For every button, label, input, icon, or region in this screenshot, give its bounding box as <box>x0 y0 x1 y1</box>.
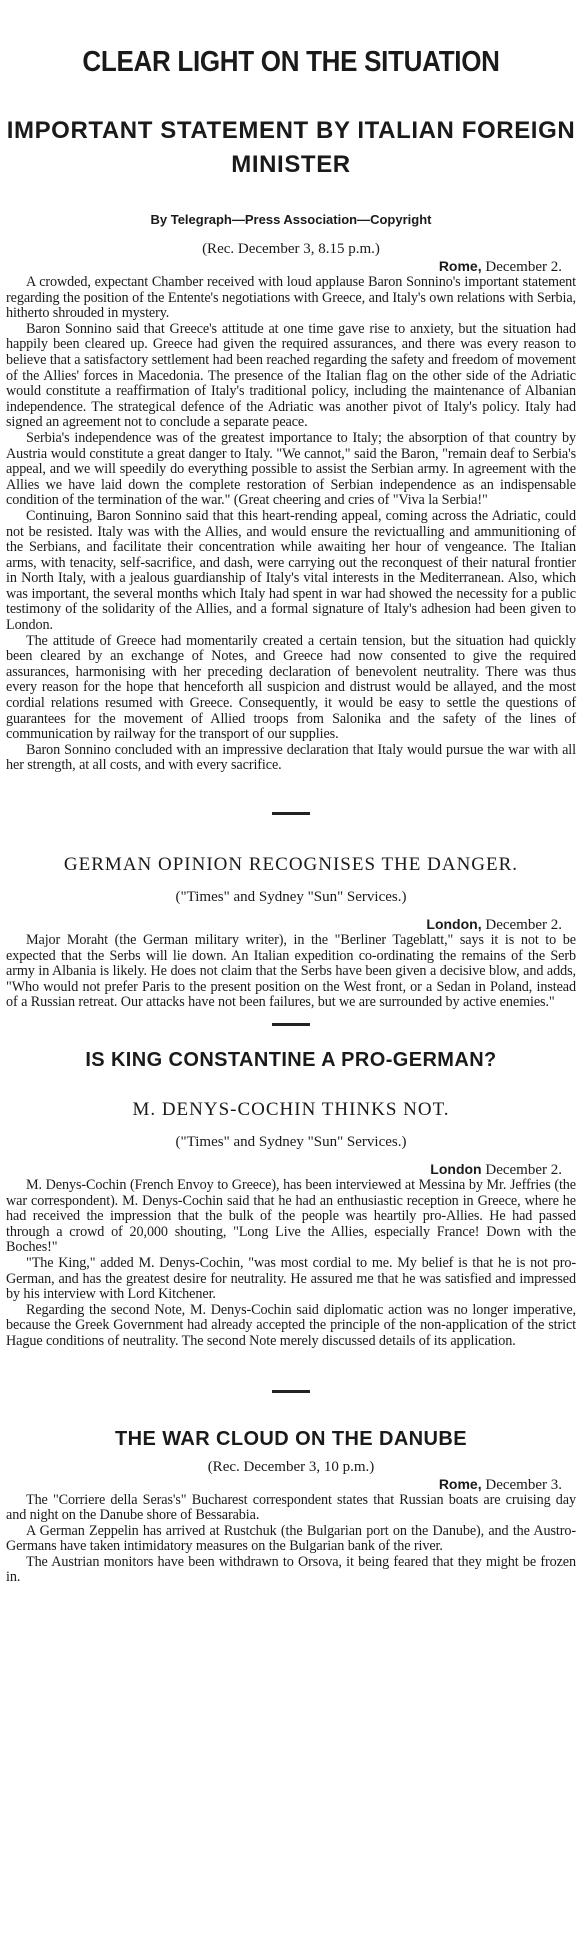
paragraph: The Austrian monitors have been withdrawn to Orsova, it being feared that they might be frozen in. <box>6 1553 576 1586</box>
paragraph: Continuing, Baron Sonnino said that this heart-rending appeal, coming across the Adriatic, could not be resisted. Italy was with the Allies, and would ensure the revictualling and ammunitioning of the Serbians, and facilitate their concentration while awaiting her hour of vengeance. The Italian arms, with tenacity, self-sacrifice, and dash, were carrying out the reconquest of their natural frontier in North Italy, with a jealous guardianship of Italy's vital interests in the Mediterranean. Also, which was important, the several months which Italy had spent in war had showed the necessity for a public testimony of the solidarity of the Allies, and a formal signature of Italy's adhesion had been given to London. <box>6 507 576 634</box>
article-body <box>6 1493 576 1587</box>
dateline-date: December 2. <box>485 917 562 933</box>
dateline-date: December 2. <box>485 1161 562 1178</box>
main-article <box>6 0 576 774</box>
services-line: ("Times" and Sydney "Sun" Services.) <box>175 1133 407 1150</box>
paragraph: A crowded, expectant Chamber received with loud applause Baron Sonnino's important statement regarding the position of the Entente's negotiations with Greece, and Italy's own relations with Serbia, hitherto shrouded in mystery. <box>6 274 576 322</box>
danube-article <box>6 1427 576 1587</box>
main-subheadline: IMPORTANT STATEMENT BY ITALIAN FOREIGN MINISTER <box>6 117 576 178</box>
section-divider <box>272 1390 310 1393</box>
dateline <box>6 1161 576 1178</box>
dateline <box>6 1476 576 1493</box>
dateline-place: London <box>430 1160 482 1177</box>
constantine-article <box>6 1048 576 1350</box>
section-headline: GERMAN OPINION RECOGNISES THE DANGER. <box>63 854 519 875</box>
dateline <box>6 916 576 933</box>
received-time: (Rec. December 3, 8.15 p.m.) <box>202 241 380 257</box>
byline: By Telegraph—Press Association—Copyright <box>150 212 432 227</box>
received-time: (Rec. December 3, 10 p.m.) <box>207 1458 375 1475</box>
dateline <box>6 258 576 275</box>
paragraph: The attitude of Greece had momentarily created a certain tension, but the situation had quickly been cleared by an exchange of Notes, and Greece had now consented to give the required assurances, harmonising with her preceding declaration of benevolent neutrality. There was thus every reason for the hope that henceforth all suspicion and distrust would be allayed, and the most cordial relations resumed with Greece. Consequently, it would be easy to settle the questions of guarantees for the movement of Allied troops from Salonika and the safety of the lines of communication by railway for the transport of our supplies. <box>6 632 576 743</box>
dateline-place: Rome, <box>438 258 482 274</box>
section-subheadline: M. DENYS-COCHIN THINKS NOT. <box>132 1098 450 1120</box>
paragraph: M. Denys-Cochin (French Envoy to Greece), has been interviewed at Messina by Mr. Jeffries (the war correspondent). M. Denys-Cochin said that he had an enthusiastic reception in Greece, where he had received the impression that the bulk of the people was heartily pro-Allies. He had passed through a crowd of 20,000 shouting, "Long Live the Allies, especially France! Down with the Boches!" <box>6 1176 576 1256</box>
dateline-place: London, <box>426 916 482 932</box>
dateline-date: December 2. <box>485 259 562 275</box>
section-headline: IS KING CONSTANTINE A PRO-GERMAN? <box>85 1048 497 1071</box>
paragraph: Baron Sonnino said that Greece's attitude at one time gave rise to anxiety, but the situation had happily been cleared up. Greece had given the required assurances, and there was every reason to believe that a satisfactory settlement had been reached regarding the safety and freedom of movement of the Allies' forces in Macedonia. The presence of the Italian flag on the other side of the Adriatic would constitute a reaffirmation of Italy's traditional policy, including the maintenance of Albanian independence. The strategical defence of the Adriatic was another pivot of Italy's policy. Italy had signed an agreement not to conclude a separate peace. <box>6 320 576 431</box>
paragraph: Baron Sonnino concluded with an impressive declaration that Italy would pursue the war with all her strength, at all costs, and with every sacrifice. <box>6 741 576 774</box>
article-body <box>6 275 576 774</box>
german-opinion-article <box>6 853 576 1011</box>
dateline-date: December 3. <box>485 1476 562 1493</box>
section-divider <box>272 812 310 815</box>
paragraph: A German Zeppelin has arrived at Rustchuk (the Bulgarian port on the Danube), and the Austro-Germans have taken intimidatory measures on the Bulgarian bank of the river. <box>6 1522 576 1555</box>
paragraph: "The King," added M. Denys-Cochin, "was most cordial to me. My belief is that he is not pro-German, and has the greatest desire for neutrality. He assured me that he was satisfied and impressed by his interview with Lord Kitchener. <box>6 1254 576 1303</box>
main-headline: CLEAR LIGHT ON THE SITUATION <box>82 44 500 78</box>
paragraph: Regarding the second Note, M. Denys-Cochin said diplomatic action was no longer imperative, because the Greek Government had already accepted the principle of the non-application of the strict Hague conditions of neutrality. The second Note merely discussed details of its application. <box>6 1301 576 1349</box>
dateline-place: Rome, <box>438 1475 482 1492</box>
services-line: ("Times" and Sydney "Sun" Services.) <box>175 889 407 905</box>
paragraph: Major Moraht (the German military writer), in the "Berliner Tageblatt," says it is not to be expected that the Serbs will lie down. An Italian expedition co-ordinating the remains of the Serb army in Albania is likely. He does not claim that the Serbs have been given a decisive blow, and adds, "Who would not prefer Paris to the present position on the West front, or a Sedan in Poland, instead of a Russian retreat. Our attacks have not been failures, but we are surrounded by active enemies." <box>6 932 576 1011</box>
paragraph: The "Corriere della Seras's" Bucharest correspondent states that Russian boats are cruising day and night on the Danube shore of Bessarabia. <box>6 1491 576 1524</box>
section-divider <box>272 1023 310 1026</box>
section-headline: THE WAR CLOUD ON THE DANUBE <box>115 1427 467 1450</box>
paragraph: Serbia's independence was of the greatest importance to Italy; the absorption of that country by Austria would constitute a great danger to Italy. "We cannot," said the Baron, "remain deaf to Serbia's appeal, and we will speedily do everything possible to assist the Serbian army. In agreement with the Allies we have laid down the complete restoration of Serbian independence as an indispensable condition of the termination of the war." (Great cheering and cries of "Viva la Serbia!" <box>6 429 576 509</box>
article-body <box>6 933 576 1011</box>
article-body <box>6 1178 576 1350</box>
